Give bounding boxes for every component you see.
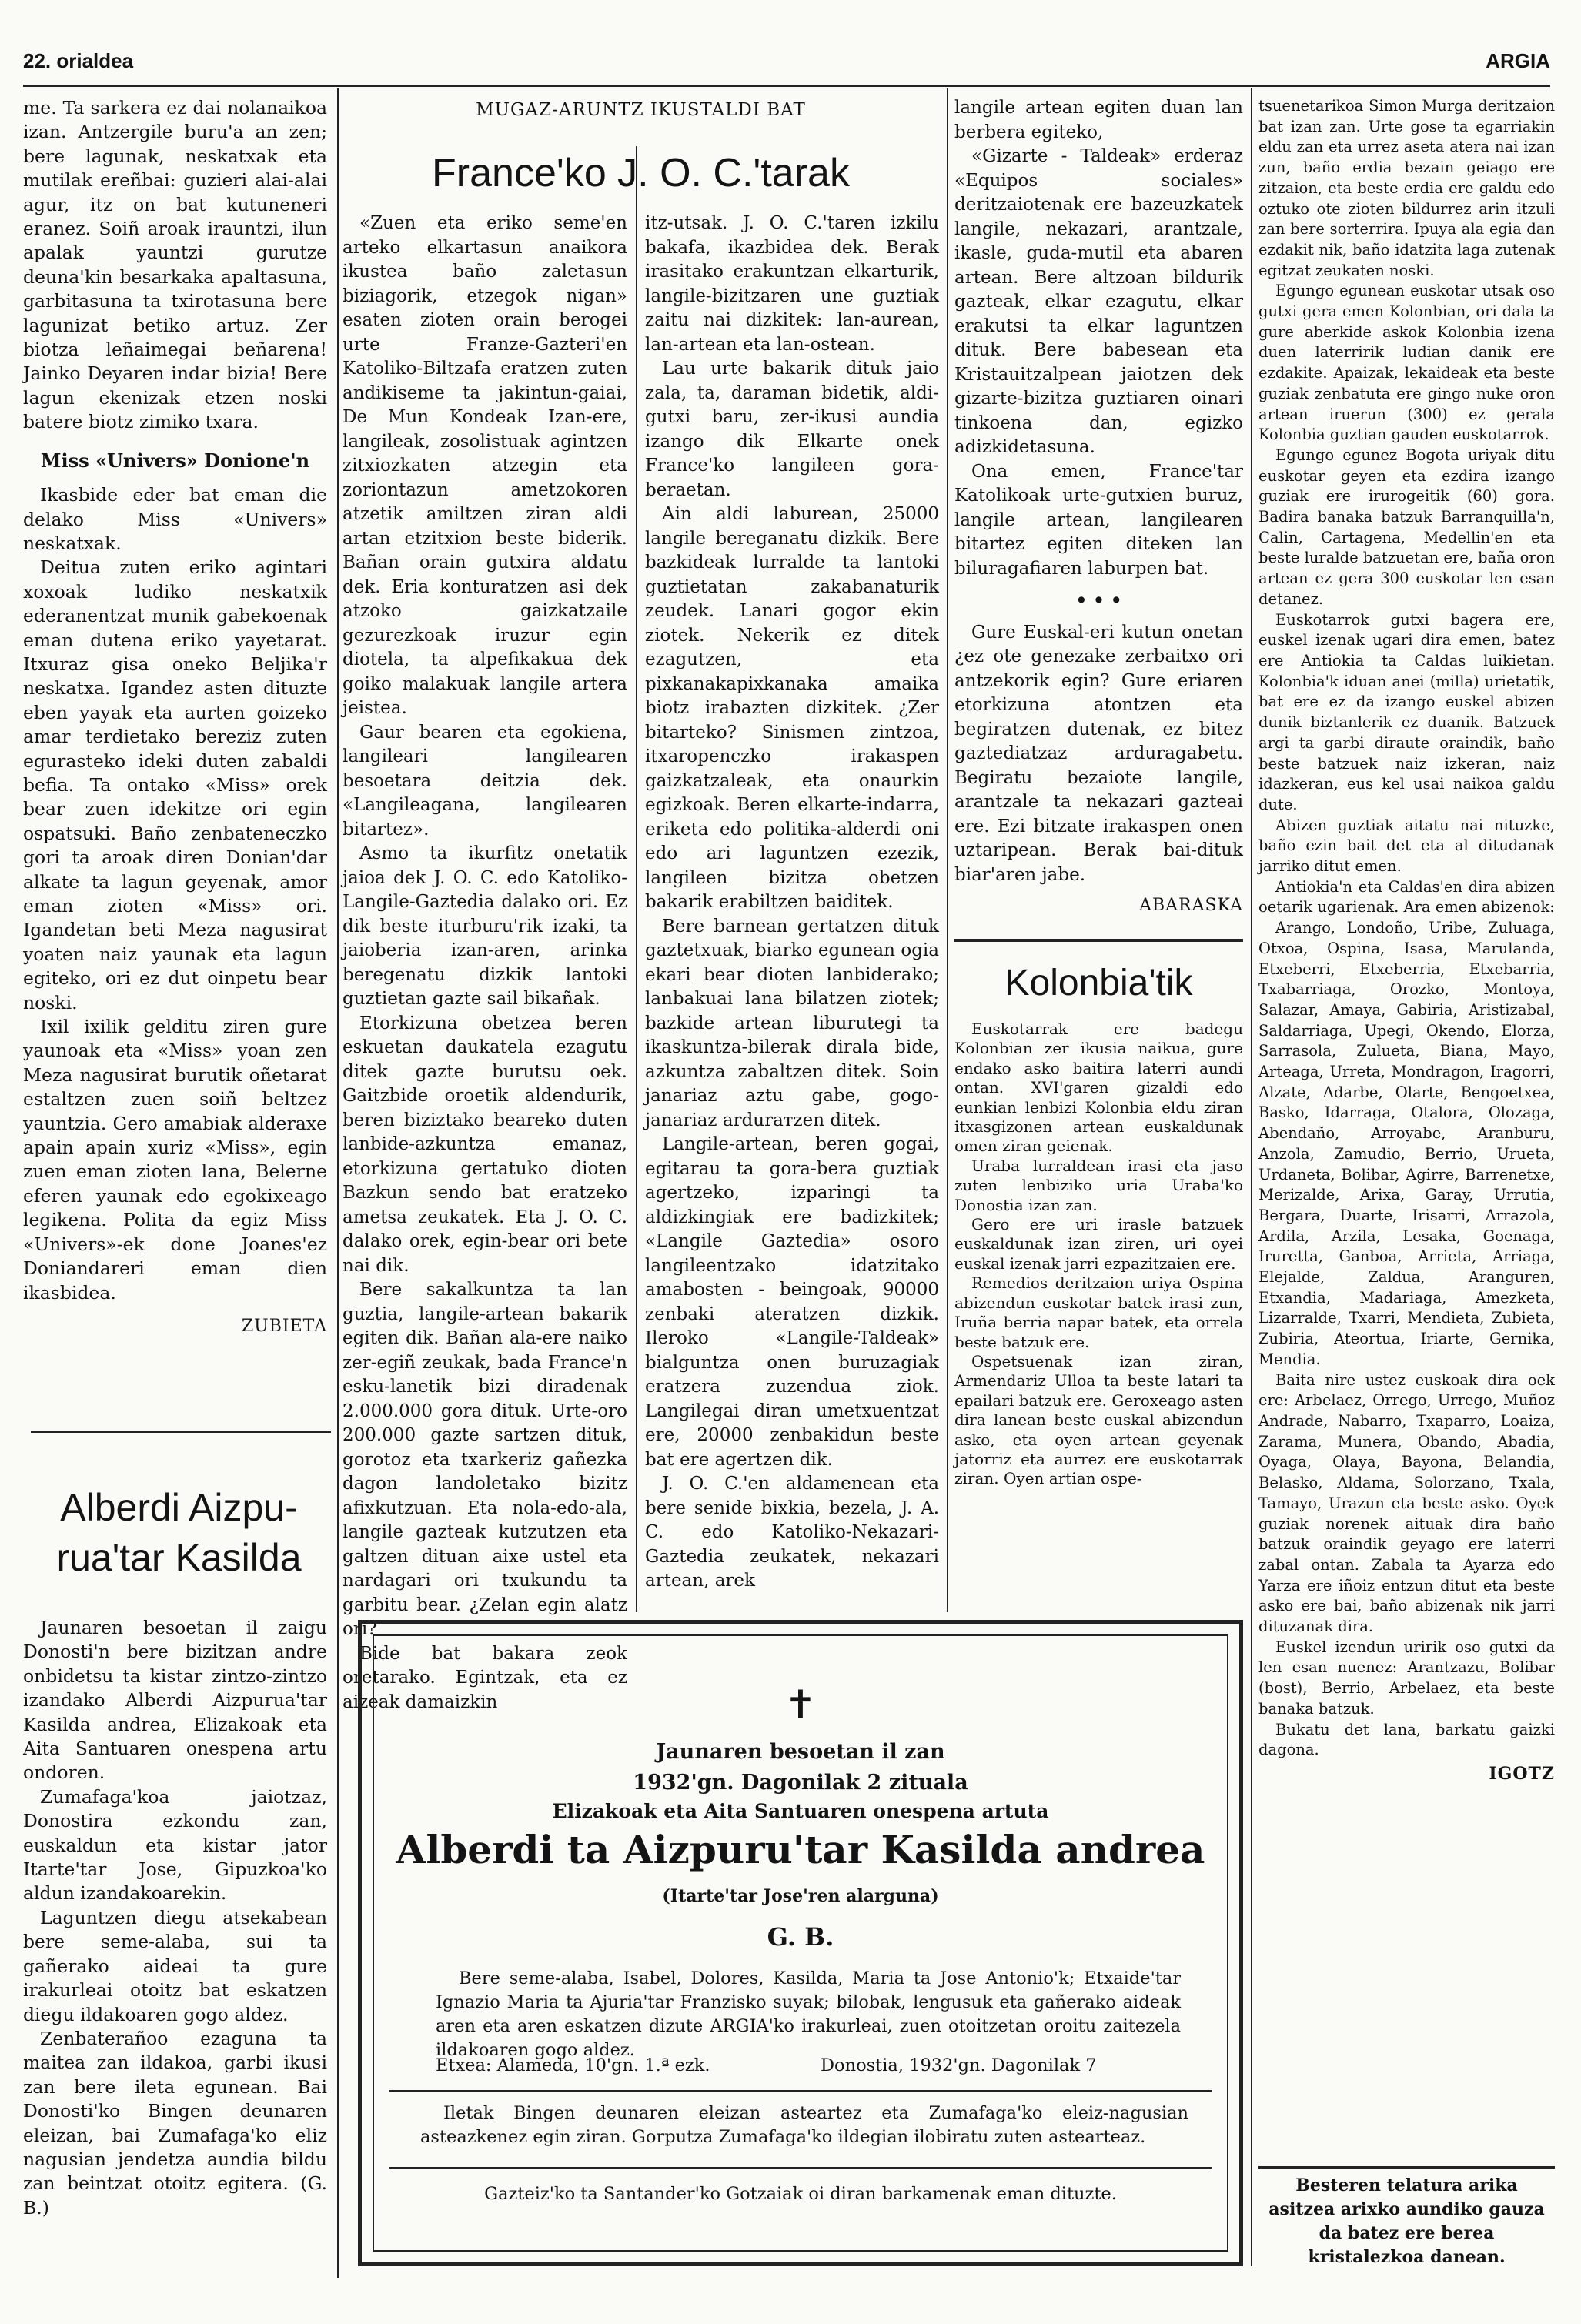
signature-igotz: IGOTZ — [1489, 1763, 1555, 1784]
alberdi-title-line1: Alberdi Aizpu- — [60, 1486, 298, 1529]
section-stars: • • • — [1075, 590, 1122, 611]
article-paragraph: Gure Euskal-eri kutun onetan ¿ez ote genezake zerbaitxo ori antzekorik egin? Gure eriaren etorkizuna atontzen eta begiratzen dutenak, ez bitez gaztediatzaz arduragabetu. Begiratu bezaiote langile, arantzale ta nekazari gazteai ere. Ezi bitzate irakaspen onen uztaripean. Berak bai-dituk biar'aren jabe. — [954, 622, 1243, 885]
article-paragraph: Lau urte bakarik dituk jaio zala, ta, daraman bidetik, aldi-gutxi baru, zer-ikusi aundia izango dik Elkarte onek France'ko langileen gora-beraetan. — [645, 359, 939, 500]
alberdi-paragraph: Laguntzen diegu atsekabean bere seme-alaba, sui ta gañerako aideai ta gure irakurleai otoitz bat eskatzen diegu ildakoaren gogo aldez. — [23, 1906, 327, 2025]
article-paragraph: Ona emen, France'tar Katolikoak urte-gutxien buruz, langile artean, langilearen bitartez egiten diteken lan biluragafiaren laburpen bat. — [954, 461, 1243, 579]
obituary-line-1: Jaunaren besoetan il zan — [656, 1740, 945, 1764]
kolonbia-paragraph: Bukatu det lana, barkatu gaizki dagona. — [1258, 1720, 1555, 1759]
alberdi-title-line2: rua'tar Kasilda — [56, 1536, 302, 1579]
obituary-family: Bere seme-alaba, Isabel, Dolores, Kasilda, Maria ta Jose Antonio'k; Etxaide'tar Ignazio Maria ta Ajuria'tar Franzisko suyak; bilobak, lengusuk eta gañerako aideak aren eta aren eskatzen dizute ARGIA'ko irakurleai, zuen otoitzetan oroitu zaitezela ildakoaren gogo aldez. — [436, 1968, 1181, 2060]
article-kicker: MUGAZ-ARUNTZ IKUSTALDI BAT — [476, 100, 806, 120]
page-number: 22. orialdea — [23, 49, 134, 72]
obituary-widow: (Itarte'tar Jose'ren alarguna) — [662, 1886, 939, 1906]
article-paragraph: «Gizarte - Taldeak» erderaz «Equipos sociales» deritzaiotenak ere bazeuzkatek langile, nekazari, arantzale, ikasle, guda-mutil eta abaren artean. Bere altzoan bildurik gazteak, elkar ezagutu, elkar erakutsi ta elkar laguntzen dituk. Bere babesean eta Kristauitzalpean jaiotzen dek gizarte-bizitza guztiaren oinari tinkoena dan, egizko adizkidetasuna. — [954, 146, 1243, 457]
article-paragraph: Bere barnean gertatzen dituk gaztetxuak, biarko egunean ogia ekari bear dioten lanbiderako; lanbakuai lana bilatzen ziotek; bazkide artean liburutegi ta ikaskuntza-bilerak dirala bide, azkuntza zabaltzen ditek. Soin janariaz aztu gabe, gogo-janariaz ardurатzen ditek. — [645, 916, 939, 1130]
article-paragraph: Gaur bearen eta egokiena, langileari langilearen besoetara deitzia dek. «Langileagana, langilearen bitartez». — [343, 722, 627, 840]
kolonbia-paragraph: Abizen guztiak aitatu nai nituzke, baño ezin bait det eta al ditudanak jarriko ditut emen. — [1258, 816, 1555, 876]
kolonbia-paragraph: Antiokia'n eta Caldas'en dira abizen oetarik ugarienak. Ara emen abizenok: — [1258, 877, 1555, 917]
article-paragraph: Asmo ta ikurfitz onetatik jaioa dek J. O. C. edo Katoliko-Langile-Gaztedia dalako ori. Ez dik beste iturburu'rik izaki, ta jaioberia izan-aren, arinka beregenatu dizkik lantoki guztietan gazte sail bikañak. — [343, 843, 627, 1009]
article-paragraph: «Zuen eta eriko seme'en arteko elkartasun anaikora ikustea baño zaletasun biziagorik, etzegok nigan» esaten zioten orain berogei urte Franze-Gazteri'en Katoliko-Biltzafa eratzen zuten andikiseme ta jakintun-gaiai, De Mun Kondeak Izan-ere, langileak, zosolistuak agintzen zitxiozkaten atzegin eta zoriontazun ametzokoren atzetik amiltzen ziran aldi artan etzitxion beste biderik. Bañan orain gutxira aldatu dek. Eria konturatzen asi dek atzoko gaizkatzaile gezurezkoak iruzur egin diotela, ta alpefikakua dek goiko malakuak langile artera jeistea. — [343, 213, 627, 718]
obituary-line-2: 1932'gn. Dagonilak 2 zituala — [633, 1771, 968, 1795]
intro-paragraph: me. Ta sarkera ez dai nolanaikoa izan. Antzergile buru'a an zen; bere lagunak, neskatxak eta mutilak ereñbai: guzieri alai-alai agur, itz on bat kutuneneri eranez. Soiñ aroak irauntzi, ilun apalak yauntzi gurutze deuna'kin besarkaka apaltasuna, garbitasuna ta txirotasuna bere lagunizat betiko artuz. Zer biotza leñaimegai beñarena! Jainko Deyaren indar bizia! Bere lagun ekenizak etzen noski batere biotz zimiko txara. — [23, 97, 327, 433]
article-column-b — [645, 212, 939, 1594]
col-divider-4 — [1251, 88, 1252, 2266]
masthead-argia: ARGIA — [1486, 49, 1550, 72]
obituary-date: Donostia, 1932'gn. Dagonilak 7 — [821, 2055, 1097, 2075]
miss-univers-heading: Miss «Univers» Donione'n — [40, 449, 310, 472]
article-paragraph: J. O. C.'en aldamenean eta bere senide bixkia, bezela, J. A. C. edo Katoliko-Nekazari-Gaztedia zeukatek, nekazari artean, arek — [645, 1474, 939, 1591]
kolonbia-paragraph: tsuenetarikoa Simon Murga deritzaion bat izan zan. Urte gose ta egarriakin eldu zan eta urrez aseta atera nai izan zun, baño erdia bezain geiago ere zitzaion, eta beste erdia ere galdu edo oztuko ote zioten bildurrez arin itzuli zan bere sorterrira. Ipuya ala egia dan ezdakit nik, baño idatzita laga zutenak egitzat zeukaten noski. — [1258, 97, 1555, 279]
column-1-lower — [23, 1616, 327, 2220]
obituary-gb: G. B. — [767, 1922, 834, 1952]
miss-paragraph: Ixil ixilik gelditu ziren gure yaunoak eta «Miss» yoan zen Meza nagusirat burutik oñetarat estaltzen zuen soiñ beltzez yauntzia. Gero amabiak alderaxe apain apain xuriz «Miss», egin zuen eman zioten lana, Belerne eferen yaunak edo egokixeago legikena. Polita da egiz Miss «Univers»-ek done Joanes'ez Doniandareri eman dien ikasbidea. — [23, 1016, 327, 1304]
article-column-c — [954, 96, 1243, 918]
kolonbia-surname-list: Arango, Londoño, Uribe, Zuluaga, Otxoa, Ospina, Isasa, Marulanda, Etxeberri, Etxeberria, Etxebarria, Txabarriaga, Orozko, Montoya, Salazar, Amaya, Gabiria, Aristizabal, Saldarriaga, Upegi, Okendo, Elorza, Sarrasola, Zulueta, Biana, Mayo, Arteaga, Urreta, Mondragon, Iragorri, Alzate, Adarbe, Olarte, Bengoetxea, Basko, Idarraga, Otalora, Olozaga, Abendaño, Arroyabe, Aranburu, Anzola, Zamudio, Berrio, Urueta, Urdaneta, Bolibar, Agirre, Barrenetxe, Merizalde, Arixa, Garay, Urrutia, Bergara, Duarte, Irisarri, Arrazola, Ardila, Arzila, Lesaka, Goenaga, Iruretta, Ganboa, Arrieta, Arriaga, Elejalde, Zaldua, Aranguren, Etxandia, Madariaga, Amezketa, Lizarralde, Txarri, Mendieta, Zubieta, Zubiria, Ateortua, Iriarte, Gernika, Mendia. — [1258, 919, 1555, 1368]
obituary-funeral: Iletak Bingen deunaren eleizan asteartez eta Zumafaga'ko eleiz-nagusian asteazkenez egin ziran. Gorputza Zumafaga'ko ildegian ilobiratu zuten astearteaz. — [420, 2103, 1188, 2147]
signature-abaraska: ABARASKA — [1139, 896, 1243, 915]
obituary-inner-frame — [373, 1634, 1228, 2252]
obituary-name: Alberdi ta Aizpuru'tar Kasilda andrea — [396, 1827, 1205, 1872]
alberdi-paragraph: Zenbaterañoo ezaguna ta maitea zan ildakoa, garbi ikusi zan bere ileta egunean. Bai Donosti'ko Bingen deunaren eleizan, bai Zumafaga'ko eliz nagusian jendetza aundia bildu zan beintzat otoitz egitera. (G. B.) — [23, 2027, 327, 2219]
ad-top-rule — [1258, 2166, 1555, 2169]
kolonbia-column-d — [1258, 96, 1555, 1785]
obituary-rule-2 — [389, 2167, 1212, 2169]
obituary-rule-1 — [389, 2090, 1212, 2092]
kolonbia-top-rule — [954, 939, 1243, 942]
kolonbia-paragraph: Gero ere uri irasle batzuek euskaldunak izan ziren, uri oyei euskal izenak jarri ezpazitzaien ere. — [954, 1215, 1243, 1273]
article-paragraph: Bere sakalkuntza ta lan guztia, langile-artean bakarik egiten dik. Bañan ala-ere naiko zer-egiñ zeukak, bada France'n esku-lanetik bizi diradenak 2.000.000 gora dituk. Urte-oro 200.000 gazte sartzen dituk, gorotoz eta txarkeriz gañezka dagon landoletako bizitz afixkutzuan. Eta nola-edo-ala, langile gazteak kutzutzen eta galtzen dituan aixe ustel eta nardagari ori txukundu ta garbitu bear. ¿Zelan egin alatz ori? — [343, 1280, 627, 1639]
col-divider-5 — [337, 1439, 339, 2278]
article-paragraph: Bide bat bakara zeok oretarako. Egintzak, eta ez aizeak damaizkin — [343, 1643, 627, 1712]
col-divider-1 — [337, 88, 339, 1489]
article-paragraph: Ain aldi laburean, 25000 langile bereganatu dizkik. Bere bazkideak lurralde ta lantoki guztietatan zakabanaturik zeudek. Lanari gogor ekin ziotek. Nekerik ez ditek ezagutzen, eta pixkanakapixkanaka amaika biotz irabazten dizkitek. ¿Zer bitarteko? Sinismen zintzoa, itxaropenczko irakaspen gaizkatzaleak, eta onaurkin egizkoak. Beren elkarte-indarra, eriketa edo politika-alderdi oni edo ari laguntzen ezezik, langileen bizitza obetzen bakarik erabiltzen baiditek. — [645, 504, 939, 912]
kolonbia-paragraph: Euskel izendun uririk oso gutxi da len esan nuenez: Arantzazu, Bolibar (bost), Berrio, Arbelaez, eta beste banaka batzuk. — [1258, 1638, 1555, 1718]
header-rule — [23, 85, 1550, 87]
kolonbia-paragraph: Baita nire ustez euskoak dira oek ere: Arbelaez, Orrego, Urrego, Muñoz Andrade, Nabarro, Txaparro, Loaiza, Zarama, Munera, Obando, Abadia, Oyaga, Olaya, Bayona, Belandia, Belasko, Aldama, Solorzano, Txala, Tamayo, Urazun eta beste asko. Oyek guziak norenek aituak dira baño batzuk oraindik geyago ere laterri zabal ontan. Zabala ta Ayarza edo Yarza ere iñoiz entzun ditut eta beste asko ere bai, baño abizenak nik jarri dituzanak dira. — [1258, 1371, 1555, 1636]
alberdi-paragraph: Jaunaren besoetan il zaigu Donosti'n bere bizitzan andre onbidetsu ta kistar zintzo-zintzo izandako Alberdi Aizpurua'tar Kasilda andrea, Elizakoak eta Aita Santuaren onespena artu ondoren. — [23, 1617, 327, 1784]
column-1-upper — [23, 96, 327, 1338]
cross-icon: ✝ — [784, 1682, 817, 1727]
col-divider-2 — [636, 146, 637, 1612]
article-paragraph: itz-utsak. J. O. C.'taren izkilu bakafa, ikazbidea dek. Berak irasitako erakuntzan elkarturik, langile-bizitzaren une guztiak zaitu nai dizkitek: lan-aurean, lan-artean eta lan-ostean. — [645, 213, 939, 355]
miss-paragraph: Ikasbide eder bat eman die delako Miss «Univers» neskatxak. — [23, 484, 327, 554]
col1-divider-rule — [31, 1431, 331, 1433]
kolonbia-paragraph: Euskotarrok gutxi bagera ere, euskel izenak ugari dira emen, batez ere Antiokia ta Caldas luikietan. Kolonbia'k iduan anei (milla) urietatik, bat ere ez da izango euskel abizen dunik biztanlerik ez duanik. Batzuek argi ta garbi diraute oraindik, baño beste batzuek naiz izkeran, naiz idazkeran, eus kel usai naikoa galdu dute. — [1258, 610, 1555, 813]
kolonbia-title: Kolonbia'tik — [1004, 963, 1193, 1003]
signature-zubieta: ZUBIETA — [241, 1316, 327, 1336]
kolonbia-paragraph: Ospetsuenak izan ziran, Armendariz Ulloa ta beste latari ta epailari batzuk ere. Geroxeago asten dira lanean beste euskal abizendun asko, eta oyen artean geyenak jatorriz eta aurrez ere euskotarrak ziran. Oyen artian ospe- — [954, 1351, 1243, 1488]
article-title: France'ko J. O. C.'tarak — [432, 151, 850, 195]
kolonbia-paragraph: Uraba lurraldean irasi eta jaso zuten lenbiziko uria Uraba'ko Donostia izan zan. — [954, 1156, 1243, 1214]
article-paragraph: langile artean egiten duan lan berbera egiteko, — [954, 98, 1243, 142]
miss-paragraph: Deitua zuten eriko agintari xoxoak ludiko neskatxik ederanentzat munik gabekoenak eman dutena eriko yayetarat. Itxuraz gisa oneko Beljika'r neskatxa. Igandez asten dituzte eben yayak eta aurten goizeko amar terdietako bereziz zuten egurasteko ideki duten zabaldi befia. Ta ontako «Miss» orek bear zuen idekitze ori egin ospatsuki. Baño zenbateneczko gori ta aroak diren Donian'dar alkate ta lagun geyenak, amor eman zioten «Miss» ori. Igandetan beti Meza nagusirat yoaten naiz yaunak eta lagun egiteko, ori ez dut oinpetu bear noski. — [23, 556, 327, 1013]
obituary-box — [358, 1620, 1243, 2266]
kolonbia-column-c — [954, 1020, 1243, 1489]
article-column-a — [343, 212, 627, 1715]
kolonbia-paragraph: Remedios deritzaion uriya Ospina abizendun euskotar batek irasi zun, Iruña berria napar batek, eta orrela beste batzuk ere. — [954, 1274, 1243, 1351]
obituary-indulgence: Gazteiz'ko ta Santander'ko Gotzaiak oi diran barkamenak eman dituzte. — [484, 2184, 1117, 2204]
col-divider-3 — [947, 88, 948, 1612]
article-paragraph: Etorkizuna obetzea beren eskuetan daukatela ezagutu ditek gazte burutsu oek. Gaitzbide oroetik aldendurik, beren biziztako beareko duten lanbide-azkuntza emanaz, etorkizuna gertatuko dioten Bazkun sendo bat eratzeko ametsa zeukatek. Eta J. O. C. dalako orek, egin-bear ori bete nai dik. — [343, 1013, 627, 1276]
kolonbia-paragraph: Egungo egunean euskotar utsak oso gutxi gera emen Kolonbian, ori dala ta gure aberkide askok Kolonbia izena duen laterririk ludian danik ere ezdakite. Apaizak, lekaideak eta beste guziak zenbatuta ere gingo nuke oron artean iruerun (300) ez gerala Kolonbia guztian gauden euskotarrok. — [1258, 282, 1555, 444]
obituary-line-3: Elizakoak eta Aita Santuaren onespena artuta — [552, 1800, 1049, 1822]
proverb-box: Besteren telatura arika asitzea arixko aundiko gauza da batez ere berea kristalezkoa danean. — [1268, 2175, 1545, 2267]
obituary-address: Etxea: Alameda, 10'gn. 1.ª ezk. — [436, 2055, 710, 2075]
kolonbia-paragraph: Euskotarrak ere badegu Kolonbian zer ikusia naikua, gure endako asko baitira laterri aundi ontan. XVI'garen gizaldi edo eunkian lenbizi Kolonbia eldu ziran itxasgizonen artean euskaldunak omen ziran geienak. — [954, 1020, 1243, 1156]
alberdi-paragraph: Zumafaga'koa jaiotzaz, Donostira ezkondu zan, euskaldun eta kistar jator Itarte'tar Jose, Gipuzkoa'ko aldun izandakoarekin. — [23, 1785, 327, 1905]
article-paragraph: Langile-artean, beren gogai, egitarau ta gora-bera guztiak agertzeko, izparingi ta aldizkingiak ere badizkitek; «Langile Gaztedia» osoro langileentzako idatzitako amabosten - beingoak, 90000 zenbaki ateratzen dizkik. Ileroko «Langile-Taldeak» bialguntza onen buruzagiak eratzera zuzendua ziok. Langilegai diran umetxuentzat ere, 20000 zenbakidun beste bat ere agertzen dik. — [645, 1134, 939, 1470]
kolonbia-paragraph: Egungo egunez Bogota uriyak ditu euskotar geyen eta ezdira izango guziak ere irurogeitik (60) gora. Badira banaka batzuk Barranquilla'n, Calin, Cartagena, Medellin'en eta beste luralde batzuetan ere, baña oron artean ez gera 300 euskotar len esan detanez. — [1258, 446, 1555, 608]
